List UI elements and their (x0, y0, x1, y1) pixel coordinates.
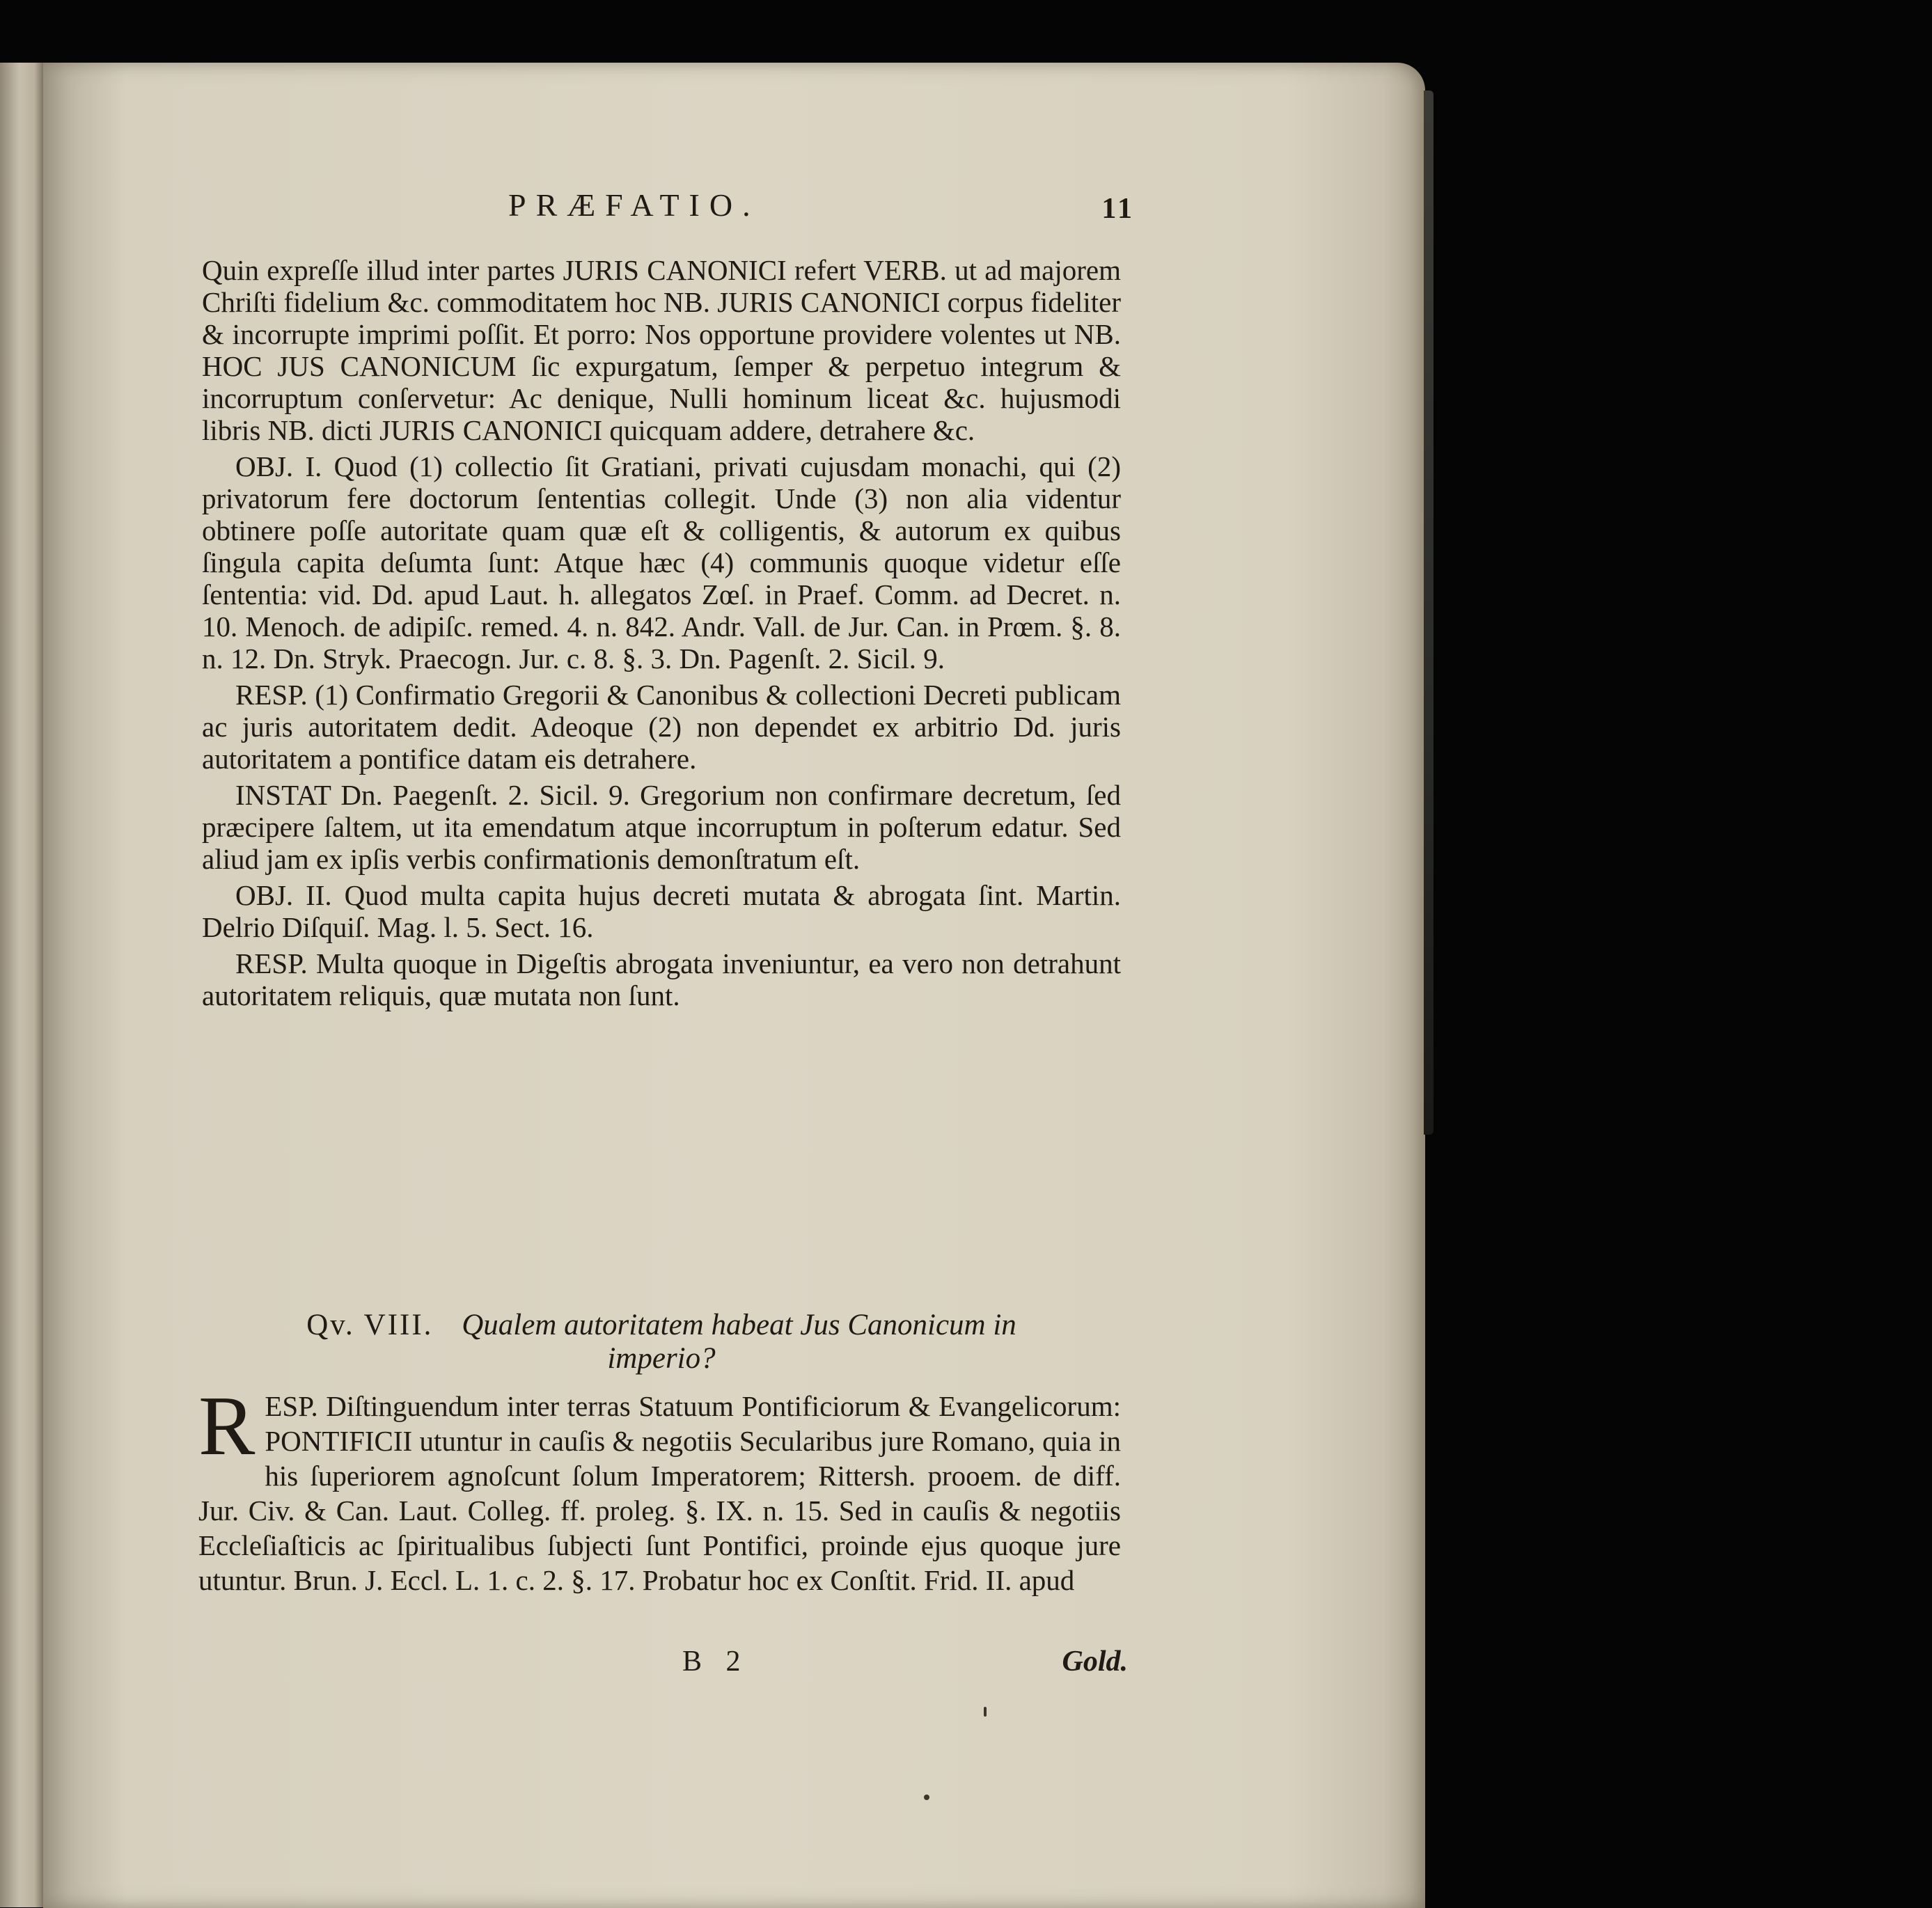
page-footer (202, 1645, 1128, 1687)
paragraph-resp-1: RESP. (1) Confirmatio Gregorii & Canonibus & collectioni Decreti publicam ac juris autoritatem dedit. Adeoque (2) non dependet ex arbitrio Dd. juris autoritatem a pontifice datam eis detrahere. (202, 679, 1121, 775)
ink-speck (984, 1707, 987, 1717)
page-header (202, 187, 1135, 235)
question-number: Qv. VIII. (306, 1309, 434, 1341)
running-title: PRÆFATIO. (508, 187, 760, 223)
question-text: Qualem autoritatem habeat Jus Canonicum in imperio? (462, 1309, 1016, 1375)
page-number: 11 (1101, 193, 1135, 225)
facing-page-edge (0, 63, 43, 1907)
answer-section (198, 1379, 1121, 1598)
signature-mark: B 2 (682, 1646, 749, 1678)
catchword: Gold. (1062, 1646, 1128, 1678)
paragraph-instat: INSTAT Dn. Paegenſt. 2. Sicil. 9. Gregorium non confirmare decretum, ſed præcipere ſaltem, ut ita emendatum atque incorruptum in poſterum edatur. Sed aliud jam ex ipſis verbis confirmationis demonſtratum eſt. (202, 779, 1121, 875)
ink-speck (924, 1795, 929, 1800)
paragraph-obj-2: OBJ. II. Quod multa capita hujus decreti mutata & abrogata ſint. Martin. Delrio Diſquiſ. Mag. l. 5. Sect. 16. (202, 879, 1121, 943)
answer-text: ESP. Diſtinguendum inter terras Statuum Pontificiorum & Evangelicorum: PONTIFICII utuntur in cauſis & negotiis Secularibus jure Romano, quia in his ſuperiorem agnoſcunt ſolum Imperatorem; Rittersh. prooem. de diff. Jur. Civ. & Can. Laut. Colleg. ff. proleg. §. IX. n. 15. Sed in cauſis & negotiis Eccleſiaſticis ac ſpiritualibus ſubjecti ſunt Pontifici, proinde ejus quoque jure utuntur. Brun. J. Eccl. L. 1. c. 2. §. 17. Probatur hoc ex Conſtit. Frid. II. apud (198, 1390, 1121, 1596)
paragraph-obj-1: OBJ. I. Quod (1) collectio ſit Gratiani, privati cujusdam monachi, qui (2) privatorum fere doctorum ſententias collegit. Unde (3) non alia videntur obtinere poſſe autoritate quam quæ eſt & colligentis, & autorum ex quibus ſingula capita deſumta ſunt: Atque hæc (4) communis quoque videtur eſſe ſententia: vid. Dd. apud Laut. h. allegatos Zœſ. in Praef. Comm. ad Decret. n. 10. Menoch. de adipiſc. remed. 4. n. 842. Andr. Vall. de Jur. Can. in Prœm. §. 8. n. 12. Dn. Stryk. Praecogn. Jur. c. 8. §. 3. Dn. Pagenſt. 2. Sicil. 9. (202, 450, 1121, 675)
main-text (202, 254, 1121, 1016)
paragraph-resp-2: RESP. Multa quoque in Digeſtis abrogata inveniuntur, ea vero non detrahunt autoritatem reliquis, quæ mutata non ſunt. (202, 947, 1121, 1011)
paragraph-quin: Quin expreſſe illud inter partes JURIS CANONICI refert VERB. ut ad majorem Chriſti fidelium &c. commoditatem hoc NB. JURIS CANONICI corpus fideliter & incorrupte imprimi poſſit. Et porro: Nos opportune providere volentes ut NB. HOC JUS CANONICUM ſic expurgatum, ſemper & perpetuo integrum & incorruptum conſervetur: Ac denique, Nulli hominum liceat &c. hujusmodi libris NB. dicti JURIS CANONICI quicquam addere, detrahere &c. (202, 254, 1121, 446)
page-stack-edge (1424, 90, 1434, 1135)
question-heading (265, 1309, 1058, 1375)
drop-cap: R (198, 1379, 256, 1473)
